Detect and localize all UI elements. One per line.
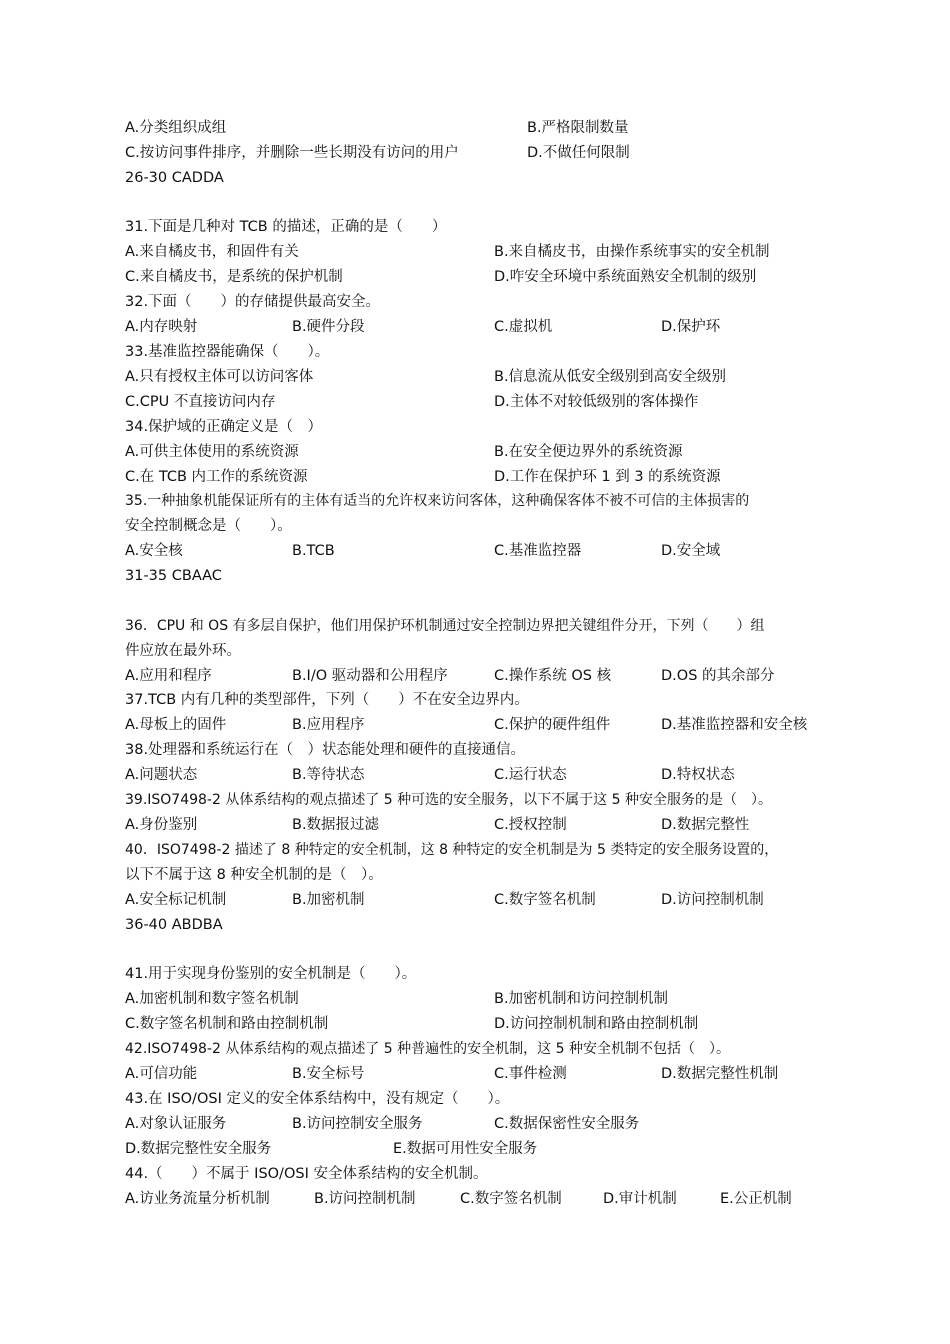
question-text: 件应放在最外环。 xyxy=(125,643,241,659)
option-text: C.在 TCB 内工作的系统资源 xyxy=(125,469,308,485)
option-text: B.硬件分段 xyxy=(292,319,365,335)
option-text: D.保护环 xyxy=(661,319,721,335)
answer-key: 36-40 ABDBA xyxy=(125,917,223,933)
option-text: B.安全标号 xyxy=(292,1066,365,1082)
option-text: C.操作系统 OS 核 xyxy=(494,668,612,684)
option-text: C.虚拟机 xyxy=(494,319,553,335)
option-text: C.数字签名机制 xyxy=(460,1191,562,1207)
option-text: D.工作在保护环 1 到 3 的系统资源 xyxy=(494,469,721,485)
question-text: 37.TCB 内有几种的类型部件，下列（ ）不在安全边界内。 xyxy=(125,692,529,708)
question-text: 33.基准监控器能确保（ ）。 xyxy=(125,344,330,360)
option-text: C.运行状态 xyxy=(494,767,567,783)
option-text: D.不做任何限制 xyxy=(527,145,630,161)
option-text: B.严格限制数量 xyxy=(527,120,629,136)
option-text: A.应用和程序 xyxy=(125,668,212,684)
question-text: 安全控制概念是（ ）。 xyxy=(125,518,292,534)
option-text: D.访问控制机制 xyxy=(661,892,764,908)
option-text: C.按访问事件排序，并删除一些长期没有访问的用户 xyxy=(125,145,459,161)
option-text: A.来自橘皮书，和固件有关 xyxy=(125,244,299,260)
option-text: A.母板上的固件 xyxy=(125,717,227,733)
option-text: C.授权控制 xyxy=(494,817,567,833)
option-text: A.内存映射 xyxy=(125,319,198,335)
option-text: A.身份鉴别 xyxy=(125,817,198,833)
question-text: 31.下面是几种对 TCB 的描述，正确的是（ ） xyxy=(125,219,447,235)
option-text: D.数据完整性安全服务 xyxy=(125,1141,272,1157)
option-text: D.数据完整性 xyxy=(661,817,750,833)
answer-key: 26-30 CADDA xyxy=(125,170,224,186)
question-text: 42.ISO7498-2 从体系结构的观点描述了 5 种普遍性的安全机制，这 5 种安全机制不包括（ ）。 xyxy=(125,1041,730,1057)
option-text: A.只有授权主体可以访问客体 xyxy=(125,369,314,385)
option-text: A.可供主体使用的系统资源 xyxy=(125,444,299,460)
question-text: 41.用于实现身份鉴别的安全机制是（ ）。 xyxy=(125,966,417,982)
option-text: B.访问控制机制 xyxy=(314,1191,416,1207)
option-text: B.TCB xyxy=(292,543,335,559)
option-text: B.在安全便边界外的系统资源 xyxy=(494,444,683,460)
option-text: D.访问控制机制和路由控制机制 xyxy=(494,1016,699,1032)
answer-key: 31-35 CBAAC xyxy=(125,568,222,584)
option-text: D.基准监控器和安全核 xyxy=(661,717,808,733)
option-text: D.安全域 xyxy=(661,543,721,559)
option-text: D.OS 的其余部分 xyxy=(661,668,775,684)
question-text: 38.处理器和系统运行在（ ）状态能处理和硬件的直接通信。 xyxy=(125,742,526,758)
option-text: B.来自橘皮书，由操作系统事实的安全机制 xyxy=(494,244,770,260)
option-text: A.问题状态 xyxy=(125,767,198,783)
option-text: C.数字签名机制和路由控制机制 xyxy=(125,1016,329,1032)
option-text: A.访业务流量分析机制 xyxy=(125,1191,270,1207)
question-text: 43.在 ISO/OSI 定义的安全体系结构中，没有规定（ ）。 xyxy=(125,1091,510,1107)
question-text: 34.保护域的正确定义是（ ） xyxy=(125,419,323,435)
option-text: B.访问控制安全服务 xyxy=(292,1116,423,1132)
option-text: B.I/O 驱动器和公用程序 xyxy=(292,668,448,684)
option-text: A.对象认证服务 xyxy=(125,1116,227,1132)
option-text: D.数据完整性机制 xyxy=(661,1066,779,1082)
option-text: C.CPU 不直接访问内存 xyxy=(125,394,276,410)
question-text: 36．CPU 和 OS 有多层自保护，他们用保护环机制通过安全控制边界把关键组件分开，下列（ ）组 xyxy=(125,618,765,634)
option-text: B.加密机制和访问控制机制 xyxy=(494,991,669,1007)
option-text: C.来自橘皮书，是系统的保护机制 xyxy=(125,269,343,285)
option-text: D.审计机制 xyxy=(603,1191,677,1207)
option-text: A.安全标记机制 xyxy=(125,892,227,908)
option-text: E.数据可用性安全服务 xyxy=(393,1141,538,1157)
question-text: 44.（ ）不属于 ISO/OSI 安全体系结构的安全机制。 xyxy=(125,1166,488,1182)
option-text: A.安全核 xyxy=(125,543,183,559)
option-text: B.信息流从低安全级别到高安全级别 xyxy=(494,369,727,385)
question-text: 32.下面（ ）的存储提供最高安全。 xyxy=(125,294,381,310)
option-text: D.主体不对较低级别的客体操作 xyxy=(494,394,699,410)
option-text: A.可信功能 xyxy=(125,1066,198,1082)
option-text: C.事件检测 xyxy=(494,1066,567,1082)
option-text: B.等待状态 xyxy=(292,767,365,783)
question-text: 40．ISO7498-2 描述了 8 种特定的安全机制，这 8 种特定的安全机制是为 5 类特定的安全服务设置的， xyxy=(125,842,779,858)
option-text: C.数字签名机制 xyxy=(494,892,596,908)
option-text: A.分类组织成组 xyxy=(125,120,227,136)
question-text: 39.ISO7498-2 从体系结构的观点描述了 5 种可选的安全服务，以下不属于这 5 种安全服务的是（ ）。 xyxy=(125,792,772,808)
option-text: B.加密机制 xyxy=(292,892,365,908)
option-text: E.公正机制 xyxy=(720,1191,792,1207)
option-text: C.数据保密性安全服务 xyxy=(494,1116,640,1132)
option-text: C.基准监控器 xyxy=(494,543,582,559)
question-text: 35.一种抽象机能保证所有的主体有适当的允许权来访问客体，这种确保客体不被不可信的主体损害的 xyxy=(125,493,750,509)
option-text: D.特权状态 xyxy=(661,767,735,783)
question-text: 以下不属于这 8 种安全机制的是（ ）。 xyxy=(125,867,383,883)
option-text: C.保护的硬件组件 xyxy=(494,717,611,733)
option-text: D.咋安全环境中系统面熟安全机制的级别 xyxy=(494,269,757,285)
option-text: B.应用程序 xyxy=(292,717,365,733)
option-text: B.数据报过滤 xyxy=(292,817,380,833)
option-text: A.加密机制和数字签名机制 xyxy=(125,991,299,1007)
